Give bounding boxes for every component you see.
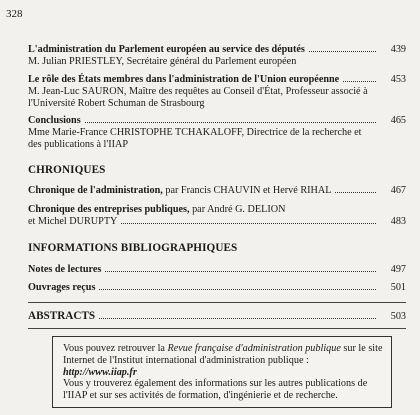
notice-line: Internet de l'Institut international d'administration publique : http://www.iiap.fr (63, 354, 309, 378)
entry-title: Le rôle des États membres dans l'administration de l'Union européenne (28, 74, 340, 85)
notice-line: l'IIAP et sur ses activités de formation, d'ingénierie et de recherche. (63, 390, 338, 402)
dot-leader (121, 222, 376, 224)
dot-leader (309, 50, 376, 52)
entry-author: M. Julian PRIESTLEY, Secrétaire général du Parlement européen (28, 56, 297, 67)
dot-leader (343, 80, 376, 82)
website-link[interactable]: http://www.iiap.fr (63, 366, 137, 378)
entry-page: 483 (390, 216, 406, 227)
entry-page: 453 (390, 74, 406, 85)
section-heading-chroniques: CHRONIQUES (28, 164, 106, 176)
toc-entry (28, 310, 406, 323)
dot-leader (99, 288, 376, 290)
dot-leader (85, 121, 376, 123)
toc-entry (28, 74, 406, 110)
entry-title: Chronique de l'administration, (28, 185, 163, 196)
page-number: 328 (6, 8, 23, 20)
entry-page: 501 (390, 282, 406, 293)
toc-entry (28, 115, 406, 151)
notice-line: Vous y trouverez également des informations sur les autres publications de (63, 378, 368, 390)
entry-author: par André G. DELION (189, 204, 286, 215)
entry-author: M. Jean-Luc SAURON, Maître des requêtes au Conseil d'État, Professeur associé à l'Université Robert Schuman de Strasbourg (28, 86, 368, 109)
entry-page: 497 (390, 264, 406, 275)
entry-title: Ouvrages reçus (28, 282, 96, 293)
entry-author: et Michel DURUPTY (28, 216, 118, 227)
entry-title: Conclusions (28, 115, 81, 126)
dot-leader (335, 191, 376, 193)
entry-page: 503 (390, 311, 406, 322)
divider (28, 302, 406, 303)
toc-entry (28, 264, 406, 276)
section-heading-infos: INFORMATIONS BIBLIOGRAPHIQUES (28, 242, 238, 254)
toc-entry (28, 282, 406, 294)
entry-title: ABSTRACTS (28, 310, 96, 322)
entry-title: Chronique des entreprises publiques, (28, 204, 190, 215)
toc-entry (28, 204, 406, 228)
entry-page: 465 (390, 115, 406, 126)
dot-leader (105, 270, 376, 272)
entry-page: 467 (390, 185, 406, 196)
divider (28, 328, 406, 329)
entry-page: 439 (390, 44, 406, 55)
notice-box (52, 336, 392, 408)
notice-line: Vous pouvez retrouver la Revue française d'administration publique sur le site (63, 343, 383, 354)
entry-title: Notes de lectures (28, 264, 102, 275)
dot-leader (99, 317, 376, 319)
entry-title: L'administration du Parlement européen au service des députés (28, 44, 305, 55)
toc-entry (28, 44, 406, 68)
toc-entry (28, 185, 406, 197)
journal-title: Revue française d'administration publique (167, 343, 341, 354)
entry-author: Mme Marie-France CHRISTOPHE TCHAKALOFF, Directrice de la recherche et des publications à l'IIAP (28, 127, 362, 150)
entry-author: par Francis CHAUVIN et Hervé RIHAL (162, 185, 332, 196)
